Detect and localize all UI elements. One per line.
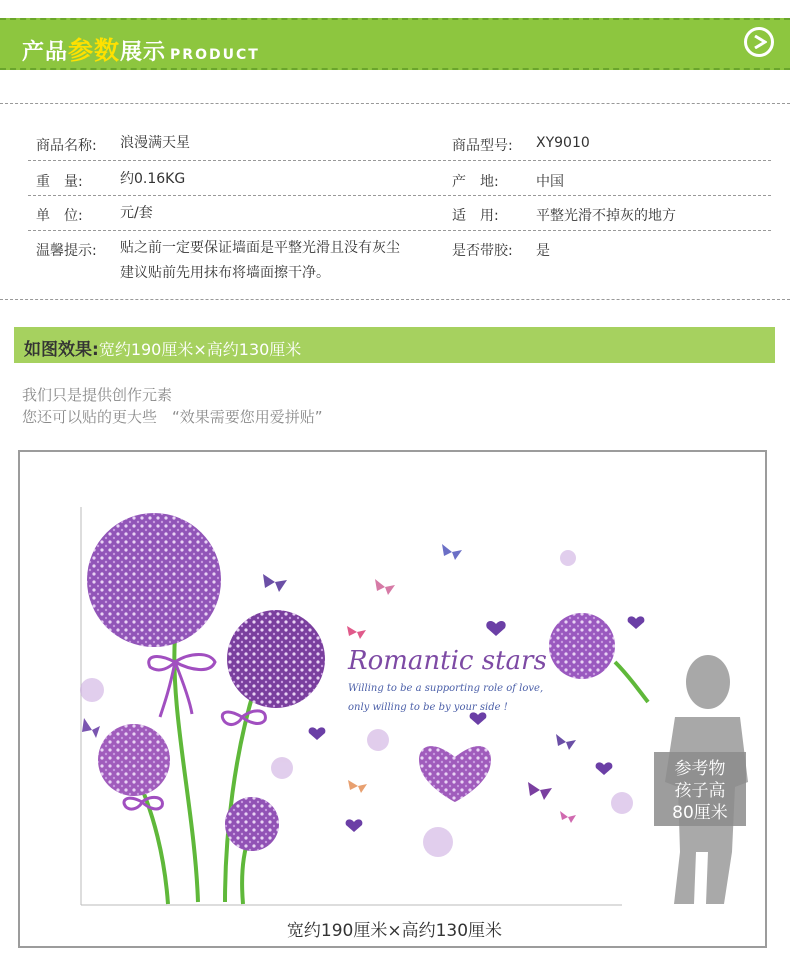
spec-label: 适 用: <box>452 208 499 224</box>
spec-value: 约0.16KG <box>120 171 186 187</box>
picture-caption: 宽约190厘米×高约130厘米 <box>286 921 503 941</box>
row-divider <box>28 195 771 196</box>
tagline-line: Willing to be a supporting role of love, <box>348 683 544 694</box>
tagline <box>348 646 547 714</box>
note-line: 您还可以贴的更大些 “效果需要您用爱拼贴” <box>22 408 323 426</box>
reference-line: 80厘米 <box>672 803 728 823</box>
reference-box <box>654 752 746 826</box>
spec-value: 平整光滑不掉灰的地方 <box>536 208 676 224</box>
row-divider <box>28 230 771 231</box>
title-part2: 展示 <box>120 40 167 65</box>
next-arrow-icon[interactable] <box>744 27 774 57</box>
spec-label: 重 量: <box>36 174 83 190</box>
tip-line: 贴之前一定要保证墙面是平整光滑且没有灰尘 <box>120 240 400 256</box>
spec-value: XY9010 <box>536 135 590 151</box>
spec-label: 是否带胶: <box>452 243 513 259</box>
effect-label: 如图效果:宽约190厘米×高约130厘米 <box>24 340 302 360</box>
note-line: 我们只是提供创作元素 <box>22 386 173 404</box>
tip-text <box>120 236 450 286</box>
spec-label: 产 地: <box>452 174 499 190</box>
spec-value: 浪漫满天星 <box>120 135 190 151</box>
tip-line: 建议贴前先用抹布将墙面擦干净。 <box>120 265 330 281</box>
spec-label: 商品型号: <box>452 138 513 154</box>
spec-value: 是 <box>536 243 550 259</box>
divider <box>0 299 790 300</box>
header-banner <box>0 18 790 70</box>
spec-label: 单 位: <box>36 208 83 224</box>
title-en: PRODUCT <box>170 47 260 63</box>
tagline-line: only willing to be by your side ! <box>348 702 508 713</box>
spec-value: 中国 <box>536 174 564 190</box>
divider <box>0 103 790 104</box>
tagline-title: Romantic stars <box>348 646 547 676</box>
reference-line: 参考物 <box>674 759 726 779</box>
reference-line: 孩子高 <box>674 781 726 801</box>
spec-label: 商品名称: <box>36 138 97 154</box>
effect-bar <box>14 327 775 363</box>
row-divider <box>28 160 771 161</box>
title-highlight: 参数 <box>68 36 121 65</box>
effect-size: 宽约190厘米×高约130厘米 <box>98 340 302 359</box>
section-title <box>22 31 260 67</box>
spec-value: 元/套 <box>120 205 153 221</box>
product-picture <box>18 450 767 948</box>
title-part1: 产品 <box>22 40 69 65</box>
spec-label: 温馨提示: <box>36 243 97 259</box>
